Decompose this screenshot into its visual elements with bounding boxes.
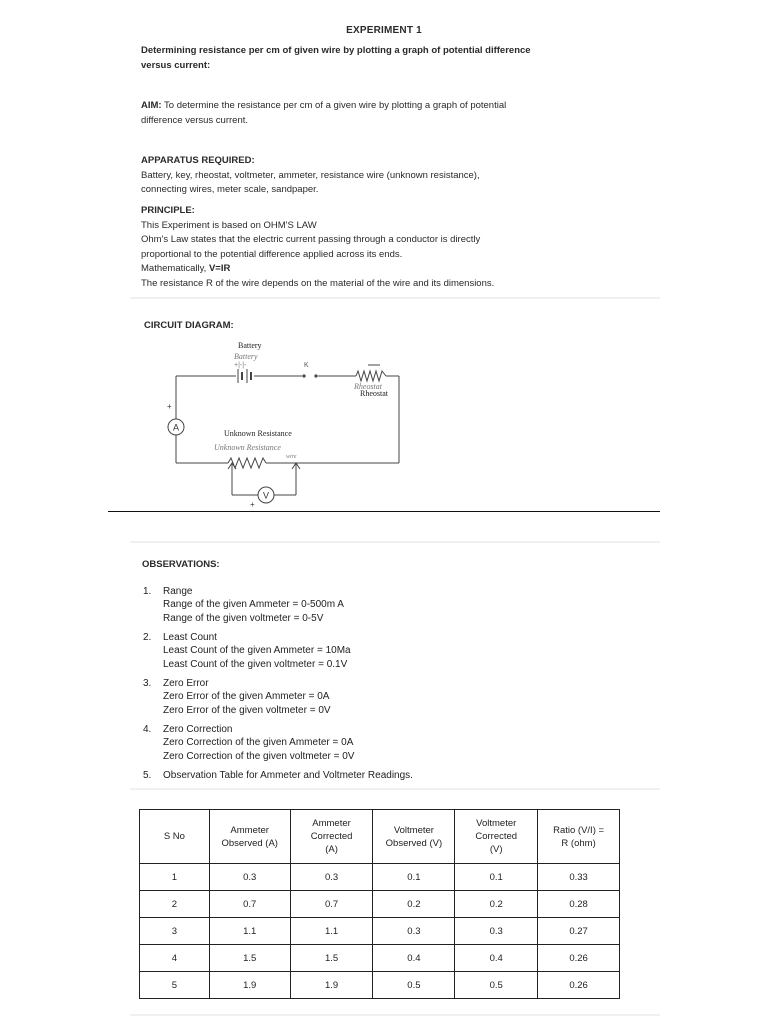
key-label: K <box>304 362 309 369</box>
header-voltmeter-corrected: Voltmeter Corrected (V) <box>455 810 538 864</box>
unknown-resistance-handwritten: Unknown Resistance <box>214 443 281 452</box>
observation-number: 3. <box>143 678 152 689</box>
battery-polarity: +|-|- <box>234 362 247 369</box>
rheostat-icon <box>356 371 386 381</box>
table-cell: 0.2 <box>373 891 455 918</box>
observation-item <box>143 723 623 769</box>
wire-handwritten: wire <box>286 454 297 460</box>
battery-icon <box>238 369 251 383</box>
table-cell: 0.3 <box>290 864 373 891</box>
observation-line: Zero Correction of the given Ammeter = 0A <box>163 737 354 749</box>
table-cell: 0.4 <box>455 945 538 972</box>
main-title <box>141 44 611 73</box>
header-ratio: Ratio (V/I) = R (ohm) <box>538 810 620 864</box>
table-cell: 0.28 <box>538 891 620 918</box>
table-cell: 0.7 <box>290 891 373 918</box>
table-cell: 1.9 <box>290 972 373 999</box>
observation-line: Zero Error of the given Ammeter = 0A <box>163 691 330 703</box>
divider-4 <box>130 788 660 790</box>
rheostat-handwritten: Rheostat <box>354 382 382 391</box>
divider-2 <box>108 511 660 512</box>
voltmeter-polarity: + <box>250 500 255 509</box>
principle-line5: The resistance R of the wire depends on the material of the wire and its dimensions. <box>141 277 495 289</box>
observation-item <box>143 585 623 631</box>
aim-section <box>141 99 621 128</box>
table-cell: 1.1 <box>290 918 373 945</box>
table-cell: 0.1 <box>373 864 455 891</box>
observations-list <box>143 585 623 785</box>
observation-title: Zero Correction <box>163 724 233 735</box>
table-cell: 5 <box>140 972 210 999</box>
table-cell: 4 <box>140 945 210 972</box>
divider-1 <box>130 297 660 299</box>
table-cell: 0.33 <box>538 864 620 891</box>
circuit-heading: CIRCUIT DIAGRAM: <box>144 320 234 331</box>
table-cell: 0.3 <box>455 918 538 945</box>
observation-line: Least Count of the given Ammeter = 10Ma <box>163 645 351 657</box>
table-header-row <box>140 810 620 864</box>
divider-3 <box>130 541 660 543</box>
principle-line1: This Experiment is based on OHM'S LAW <box>141 219 317 231</box>
main-title-line2: versus current: <box>141 59 211 71</box>
observation-title: Range <box>163 586 193 597</box>
table-cell: 0.7 <box>209 891 290 918</box>
table-cell: 0.4 <box>373 945 455 972</box>
main-title-line1: Determining resistance per cm of given wire by plotting a graph of potential difference <box>141 45 531 56</box>
table-cell: 1.5 <box>209 945 290 972</box>
observation-table <box>139 809 620 999</box>
table-row <box>140 864 620 891</box>
header-voltmeter-observed: Voltmeter Observed (V) <box>373 810 455 864</box>
table-row <box>140 945 620 972</box>
apparatus-section <box>141 154 621 198</box>
principle-line2: Ohm's Law states that the electric current passing through a conductor is directly <box>141 234 481 245</box>
ohms-law-formula: V=IR <box>208 263 231 274</box>
observation-line: Range of the given voltmeter = 0-5V <box>163 612 324 624</box>
aim-label: AIM: <box>141 100 162 111</box>
key-icon <box>302 374 317 377</box>
table-cell: 1.1 <box>209 918 290 945</box>
table-cell: 1.5 <box>290 945 373 972</box>
observations-heading: OBSERVATIONS: <box>142 559 220 570</box>
battery-label: Battery <box>238 341 262 350</box>
principle-line3: proportional to the potential difference applied across its ends. <box>141 248 403 260</box>
observation-number: 5. <box>143 770 152 781</box>
observation-line: Least Count of the given voltmeter = 0.1V <box>163 658 348 670</box>
voltmeter-symbol: V <box>262 490 270 501</box>
observation-line: Zero Error of the given voltmeter = 0V <box>163 704 331 716</box>
header-ammeter-corrected: Ammeter Corrected (A) <box>290 810 373 864</box>
battery-handwritten: Battery <box>234 352 258 361</box>
divider-5 <box>130 1014 660 1016</box>
header-ammeter-observed: Ammeter Observed (A) <box>209 810 290 864</box>
table-cell: 0.5 <box>373 972 455 999</box>
rheostat-label: Rheostat <box>360 389 388 398</box>
table-cell: 1.9 <box>209 972 290 999</box>
observation-title: Least Count <box>163 632 217 643</box>
table-cell: 0.3 <box>209 864 290 891</box>
table-row <box>140 918 620 945</box>
table-row <box>140 972 620 999</box>
circuit-diagram <box>150 335 440 510</box>
observation-line: Range of the given Ammeter = 0-500m A <box>163 599 344 611</box>
ammeter-symbol: A <box>172 422 180 433</box>
table-cell: 1 <box>140 864 210 891</box>
aim-text-line2: difference versus current. <box>141 114 249 126</box>
table-cell: 0.3 <box>373 918 455 945</box>
table-cell: 0.2 <box>455 891 538 918</box>
principle-line4-prefix: Mathematically, <box>141 263 209 274</box>
observation-item <box>143 769 623 785</box>
apparatus-line2: connecting wires, meter scale, sandpaper. <box>141 184 319 195</box>
observation-number: 4. <box>143 724 152 735</box>
table-cell: 2 <box>140 891 210 918</box>
table-cell: 0.27 <box>538 918 620 945</box>
table-cell: 0.1 <box>455 864 538 891</box>
table-row <box>140 891 620 918</box>
principle-heading: PRINCIPLE: <box>141 205 195 216</box>
observation-title: Observation Table for Ammeter and Voltmeter Readings. <box>163 770 413 781</box>
table-cell: 0.26 <box>538 945 620 972</box>
observation-item <box>143 677 623 723</box>
table-cell: 0.26 <box>538 972 620 999</box>
observation-number: 1. <box>143 586 152 597</box>
observation-title: Zero Error <box>163 678 209 689</box>
observation-item <box>143 631 623 677</box>
ammeter-polarity: + <box>167 402 172 411</box>
aim-text-line1: To determine the resistance per cm of a given wire by plotting a graph of potential <box>164 100 507 111</box>
table-cell: 3 <box>140 918 210 945</box>
apparatus-line1: Battery, key, rheostat, voltmeter, ammeter, resistance wire (unknown resistance), <box>141 169 480 181</box>
observation-line: Zero Correction of the given voltmeter = 0V <box>163 750 355 762</box>
observation-number: 2. <box>143 632 152 643</box>
unknown-resistance-label: Unknown Resistance <box>224 429 292 438</box>
apparatus-heading: APPARATUS REQUIRED: <box>141 155 255 166</box>
header-sno: S No <box>140 810 210 864</box>
resistance-wire-icon <box>228 458 266 468</box>
experiment-title: EXPERIMENT 1 <box>346 25 422 36</box>
table-cell: 0.5 <box>455 972 538 999</box>
principle-section <box>141 204 621 291</box>
